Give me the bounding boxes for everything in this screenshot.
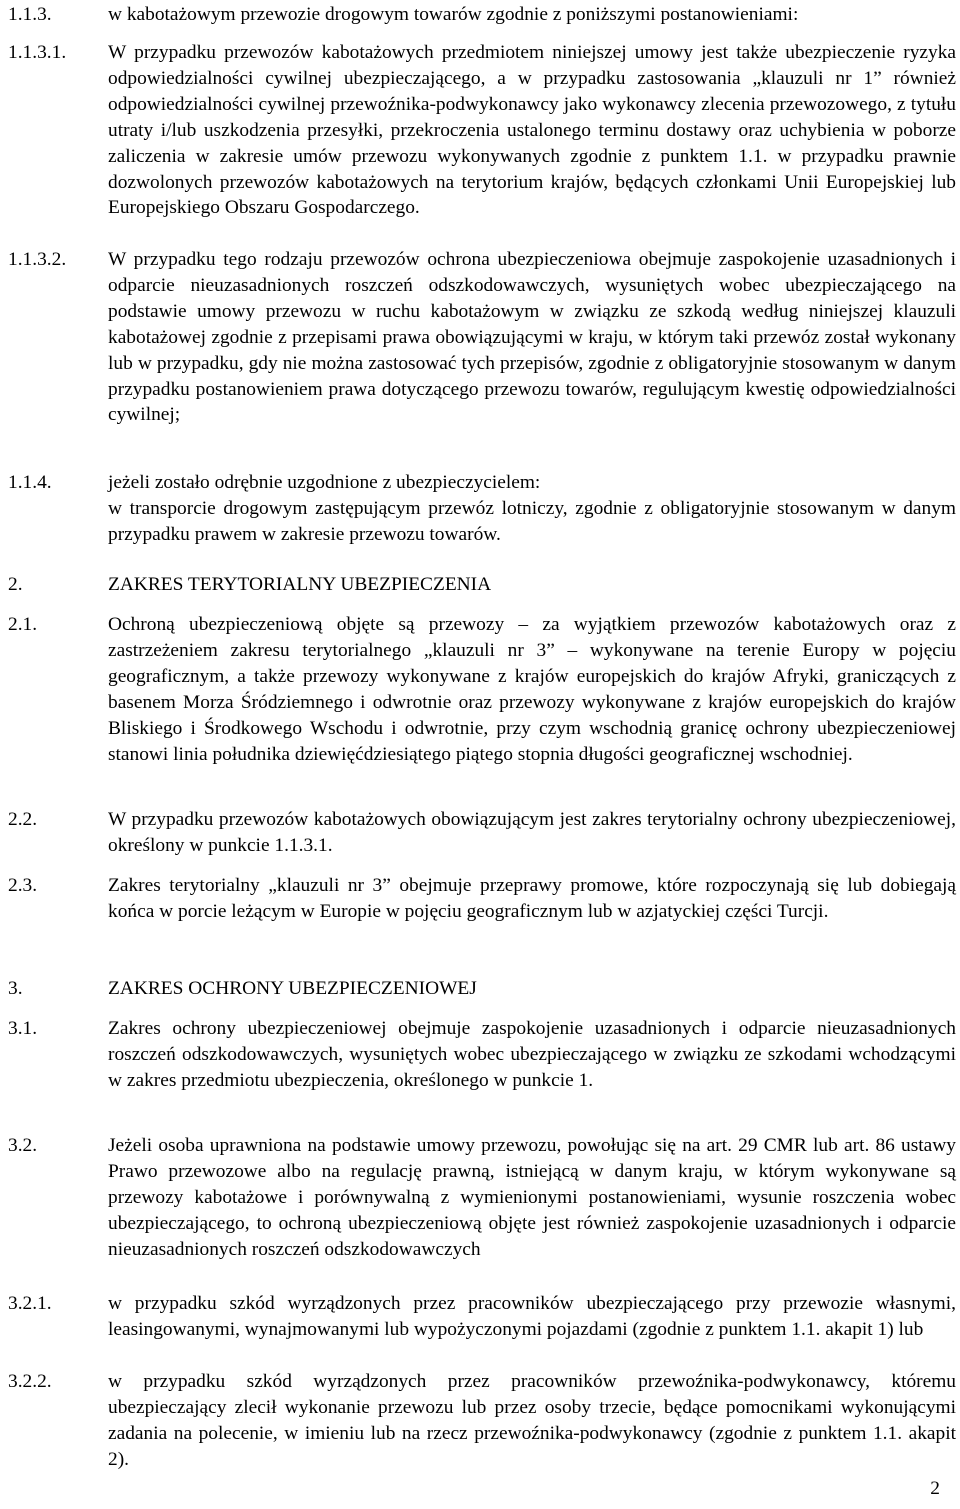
- section-number: 3.2.1.: [8, 1293, 52, 1314]
- section-number: 3.2.: [8, 1135, 38, 1156]
- section-text: w przypadku szkód wyrządzonych przez pracowników przewoźnika-podwykonawcy, któremu ubezpieczający zlecił wykonanie przewozu lub przez osoby trzecie, będące pomocnikami wykonującymi zadania na polecenie, w imieniu lub na rzecz przewoźnika-podwykonawcy (zgodnie z punktem 1.1. akapit 2).: [108, 1371, 956, 1470]
- heading-number: 3.: [8, 978, 23, 999]
- section-text: w przypadku szkód wyrządzonych przez pracowników ubezpieczającego przy przewozie własnymi, leasingowanymi, wynajmowanymi lub wypożyczonymi pojazdami (zgodnie z punktem 1.1. akapit 1) lub: [108, 1293, 956, 1340]
- section-text: Ochroną ubezpieczeniową objęte są przewozy – za wyjątkiem przewozów kabotażowych oraz z zastrzeżeniem zakresu terytorialnego „klauzuli nr 3” – wykonywane na terenie Europy w pojęciu geograficznym, a także przewozy wykonywane z krajów europejskich do krajów Afryki, graniczących z basenem Morza Śródziemnego i odwrotnie oraz przewozy wykonywane z krajów europejskich do krajów Bliskiego i Środkowego Wschodu i odwrotnie, przy czym wschodnią granicę ochrony ubezpieczeniowej stanowi linia południka dziewięćdziesiątego piątego stopnia długości geograficznej wschodniej.: [108, 614, 956, 765]
- section-body: [108, 470, 956, 548]
- section-number: 2.1.: [8, 614, 38, 635]
- section-text: W przypadku tego rodzaju przewozów ochrona ubezpieczeniowa obejmuje zaspokojenie uzasadnionych i odparcie nieuzasadnionych roszczeń odszkodowawczych, wysuniętych wobec ubezpieczającego na podstawie umowy przewozu w ruchu kabotażowym w związku ze szkodą według niniejszej klauzuli kabotażowej zgodnie z przepisami prawa obowiązującymi w kraju, w którym taki przewóz został wykonany lub w przypadku, gdy nie można zastosować tych przepisów, zgodnie z obligatoryjnie stosowanym w danym przypadku postanowieniem prawa dotyczącego przewozu towarów, regulującym kwestię odpowiedzialności cywilnej;: [108, 249, 956, 426]
- section-number: 2.2.: [8, 809, 38, 830]
- section-number: 1.1.3.1.: [8, 42, 67, 63]
- section-number: 3.2.2.: [8, 1371, 52, 1392]
- heading-text: ZAKRES OCHRONY UBEZPIECZENIOWEJ: [108, 978, 477, 999]
- section-text: Zakres ochrony ubezpieczeniowej obejmuje zaspokojenie uzasadnionych i odparcie nieuzasadnionych roszczeń odszkodowawczych, wysuniętych wobec ubezpieczającego w związku ze szkodami wchodzącymi w zakres przedmiotu ubezpieczenia, określonego w punkcie 1.: [108, 1018, 956, 1091]
- section-intro-line: jeżeli zostało odrębnie uzgodnione z ubezpieczycielem:: [108, 472, 541, 493]
- section-number: 1.1.3.: [8, 4, 52, 25]
- section-text: Jeżeli osoba uprawniona na podstawie umowy przewozu, powołując się na art. 29 CMR lub art. 86 ustawy Prawo przewozowe albo na regulację prawną, istniejącą w danym kraju, w którym wykonywane są przewozy kabotażowe i porównywalną z wymienionymi postanowieniami, wysunie roszczenia wobec ubezpieczającego, to ochroną ubezpieczeniową objęte jest również zaspokojenie uzasadnionych i odparcie nieuzasadnionych roszczeń odszkodowawczych: [108, 1135, 956, 1260]
- heading-text: ZAKRES TERYTORIALNY UBEZPIECZENIA: [108, 574, 492, 595]
- page-number: 2: [930, 1478, 940, 1499]
- section-text: W przypadku przewozów kabotażowych obowiązującym jest zakres terytorialny ochrony ubezpieczeniowej, określony w punkcie 1.1.3.1.: [108, 809, 956, 856]
- section-text: Zakres terytorialny „klauzuli nr 3” obejmuje przeprawy promowe, które rozpoczynają się lub dobiegają końca w porcie leżącym w Europie w pojęciu geograficznym lub w azjatyckiej części Turcji.: [108, 875, 956, 922]
- section-text: w transporcie drogowym zastępującym przewóz lotniczy, zgodnie z obligatoryjnie stosowanym w danym przypadku prawem w zakresie przewozu towarów.: [108, 497, 956, 545]
- section-text: w kabotażowym przewozie drogowym towarów zgodnie z poniższymi postanowieniami:: [108, 4, 799, 25]
- section-number: 1.1.3.2.: [8, 249, 67, 270]
- section-number: 3.1.: [8, 1018, 38, 1039]
- section-number: 2.3.: [8, 875, 38, 896]
- section-text: W przypadku przewozów kabotażowych przedmiotem niniejszej umowy jest także ubezpieczenie ryzyka odpowiedzialności cywilnej ubezpieczającego, a w przypadku zastosowania „klauzuli nr 1” również odpowiedzialności cywilnej przewoźnika-podwykonawcy jako wykonawcy zlecenia przewozowego, z tytułu utraty i/lub uszkodzenia przesyłki, przekroczenia ustalonego terminu dostawy oraz uchybienia w poborze zaliczenia w zakresie umów przewozu wykonywanych zgodnie z punktem 1.1. w przypadku prawnie dozwolonych przewozów kabotażowych na terytorium krajów, będących członkami Unii Europejskiej lub Europejskiego Obszaru Gospodarczego.: [108, 42, 956, 219]
- heading-number: 2.: [8, 574, 23, 595]
- section-number: 1.1.4.: [8, 472, 52, 493]
